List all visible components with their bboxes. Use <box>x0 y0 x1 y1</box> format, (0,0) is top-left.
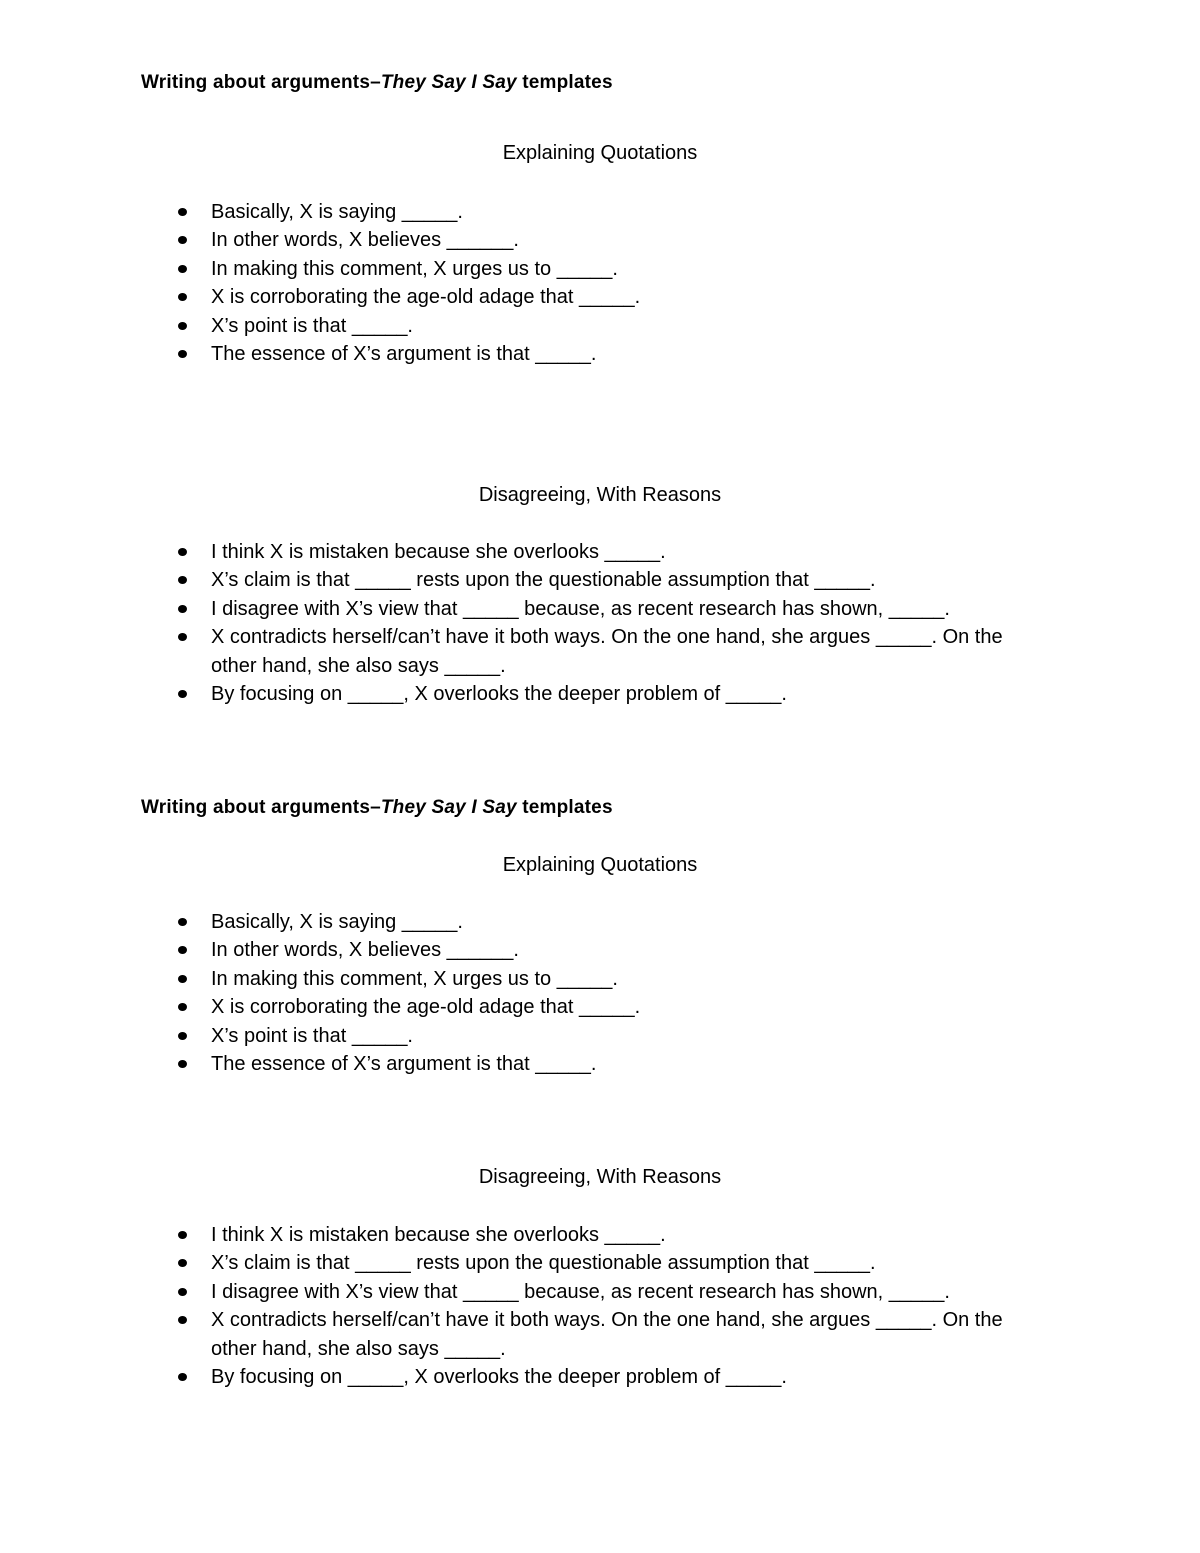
bullet-icon <box>178 208 187 216</box>
title-prefix: Writing about arguments– <box>141 72 381 93</box>
section-heading-explaining-quotations: Explaining Quotations <box>502 854 698 876</box>
bullet-list-disagreeing <box>0 538 1200 708</box>
list-item <box>0 226 1041 254</box>
list-item <box>0 312 1041 340</box>
bullet-list-explaining-quotations <box>0 198 1200 368</box>
bullet-icon <box>178 605 187 613</box>
list-item <box>0 1249 1041 1277</box>
list-item <box>0 1363 1041 1391</box>
list-item-text: In other words, X believes ______. <box>211 229 519 252</box>
bullet-list-disagreeing <box>0 1221 1200 1391</box>
bullet-icon <box>178 350 187 358</box>
bullet-icon <box>178 576 187 584</box>
list-item-text: By focusing on _____, X overlooks the deeper problem of _____. <box>211 1366 787 1389</box>
title-italic: They Say I Say <box>380 797 517 818</box>
list-item <box>0 198 1041 226</box>
bullet-list-explaining-quotations <box>0 908 1200 1078</box>
bullet-icon <box>178 322 187 330</box>
section-heading-disagreeing: Disagreeing, With Reasons <box>478 484 722 506</box>
bullet-icon <box>178 548 187 556</box>
list-item-text: In making this comment, X urges us to _____. <box>211 257 618 280</box>
list-item <box>0 908 1041 936</box>
list-item-text: X’s claim is that _____ rests upon the questionable assumption that _____. <box>211 569 876 592</box>
list-item-text: X’s point is that _____. <box>211 1024 413 1047</box>
bullet-icon <box>178 293 187 301</box>
bullet-icon <box>178 1259 187 1267</box>
bullet-icon <box>178 1003 187 1011</box>
list-item-text: X contradicts herself/can’t have it both ways. On the one hand, she argues _____. On the other hand, she also says _____. <box>211 1309 1003 1360</box>
list-item-text: In other words, X believes ______. <box>211 939 519 962</box>
list-item <box>0 566 1041 594</box>
bullet-icon <box>178 1032 187 1040</box>
bullet-icon <box>178 975 187 983</box>
list-item-text: The essence of X’s argument is that _____. <box>211 343 597 366</box>
bullet-icon <box>178 1316 187 1324</box>
list-item <box>0 1022 1041 1050</box>
bullet-icon <box>178 265 187 273</box>
list-item <box>0 680 1041 708</box>
list-item-text: I think X is mistaken because she overlooks _____. <box>211 541 666 563</box>
bullet-icon <box>178 1373 187 1381</box>
list-item-text: X is corroborating the age-old adage that _____. <box>211 286 641 309</box>
list-item-text: I disagree with X’s view that _____ because, as recent research has shown, _____. <box>211 597 950 620</box>
list-item <box>0 1306 1041 1363</box>
list-item <box>0 1278 1041 1306</box>
document-title <box>141 796 613 820</box>
list-item-text: I disagree with X’s view that _____ because, as recent research has shown, _____. <box>211 1280 950 1303</box>
bullet-icon <box>178 633 187 641</box>
list-item <box>0 595 1041 623</box>
list-item <box>0 936 1041 964</box>
bullet-icon <box>178 1060 187 1068</box>
list-item <box>0 255 1041 283</box>
title-suffix: templates <box>516 797 613 818</box>
list-item-text: Basically, X is saying _____. <box>211 201 463 223</box>
bullet-icon <box>178 946 187 954</box>
list-item-text: X is corroborating the age-old adage that _____. <box>211 996 641 1019</box>
section-heading-explaining-quotations: Explaining Quotations <box>502 142 698 164</box>
list-item <box>0 1221 1041 1249</box>
title-italic: They Say I Say <box>380 72 517 93</box>
document-title <box>141 71 613 95</box>
list-item <box>0 993 1041 1021</box>
list-item <box>0 1050 1041 1078</box>
list-item-text: Basically, X is saying _____. <box>211 911 463 933</box>
list-item <box>0 538 1041 566</box>
title-prefix: Writing about arguments– <box>141 797 381 818</box>
bullet-icon <box>178 918 187 926</box>
bullet-icon <box>178 236 187 244</box>
list-item-text: The essence of X’s argument is that _____. <box>211 1053 597 1076</box>
section-heading-disagreeing: Disagreeing, With Reasons <box>478 1166 722 1188</box>
list-item <box>0 283 1041 311</box>
list-item-text: In making this comment, X urges us to _____. <box>211 967 618 990</box>
title-suffix: templates <box>516 72 613 93</box>
list-item-text: By focusing on _____, X overlooks the deeper problem of _____. <box>211 683 787 706</box>
list-item <box>0 623 1041 680</box>
list-item-text: I think X is mistaken because she overlooks _____. <box>211 1224 666 1246</box>
list-item-text: X’s point is that _____. <box>211 314 413 337</box>
bullet-icon <box>178 690 187 698</box>
list-item-text: X contradicts herself/can’t have it both ways. On the one hand, she argues _____. On the other hand, she also says _____. <box>211 626 1003 677</box>
bullet-icon <box>178 1231 187 1239</box>
list-item <box>0 965 1041 993</box>
bullet-icon <box>178 1288 187 1296</box>
list-item-text: X’s claim is that _____ rests upon the questionable assumption that _____. <box>211 1252 876 1275</box>
list-item <box>0 340 1041 368</box>
